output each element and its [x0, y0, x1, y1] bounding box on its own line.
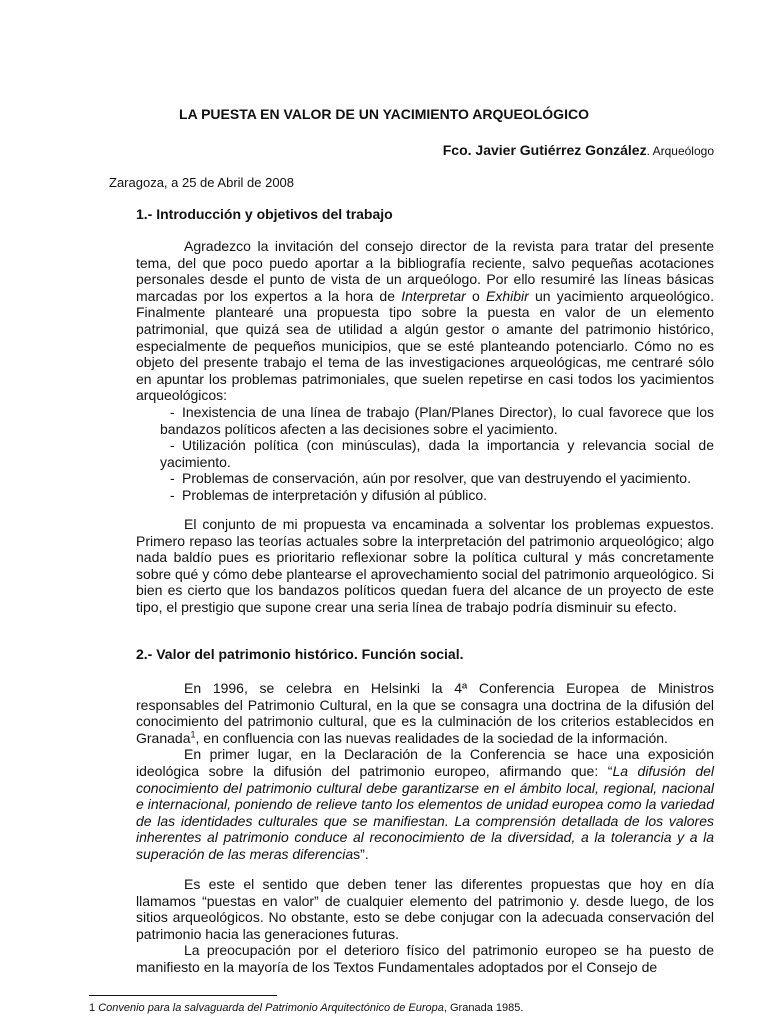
list-item: - Problemas de interpretación y difusión al público.	[170, 486, 488, 503]
author-name: Fco. Javier Gutiérrez González	[442, 142, 647, 158]
paragraph: En primer lugar, en la Declaración de la Conferencia se hace una exposición ideológica sobre la difusión del patrimonio europeo, afirmando que: “La difusión del conocimiento del patrimonio cultural debe garantizarse en el ámbito local, regional, nacional e internacional, poniendo de relieve tanto los elementos de unidad europea como la variedad de las identidades culturales que se manifiestan. La comprensión detallada de los valores inherentes al patrimonio conduce al reconocimiento de la diversidad, a la tolerancia y a la superación de las meras diferencias”.	[136, 746, 714, 862]
list-item: - Problemas de conservación, aún por resolver, que van destruyendo el yacimiento.	[170, 470, 691, 487]
list-item: - Utilización política (con minúsculas), dada la importancia y relevancia social de yacimiento.	[160, 437, 714, 470]
author-role: . Arqueólogo	[646, 144, 714, 158]
footnote-divider	[89, 995, 277, 996]
section-2-body-2	[136, 876, 714, 976]
author-line	[443, 142, 714, 158]
section-2-body	[136, 680, 714, 863]
paragraph: La preocupación por el deterioro físico del patrimonio europeo se ha puesto de manifiesto en la mayoría de los Textos Fundamentales adoptados por el Consejo de	[136, 942, 714, 975]
problems-list	[136, 404, 714, 504]
footnote-ref: 1	[190, 729, 196, 740]
list-item: - Inexistencia de una línea de trabajo (Plan/Planes Director), lo cual favorece que los bandazos políticos afecten a las decisiones sobre el yacimiento.	[160, 403, 714, 437]
section-1-body-2	[136, 516, 714, 616]
paragraph: En 1996, se celebra en Helsinki la 4ª Conferencia Europea de Ministros responsables del Patrimonio Cultural, en la que se consagra una doctrina de la difusión del conocimiento del patrimonio cultural, que es la culminación de los criterios establecidos en Granada$^1$, en confluencia con las nuevas realidades de la sociedad de la información.	[136, 680, 714, 746]
document-title: LA PUESTA EN VALOR DE UN YACIMIENTO ARQUEOLÓGICO	[179, 106, 589, 122]
section-1-heading: 1.- Introducción y objetivos del trabajo	[136, 206, 393, 222]
paragraph: Es este el sentido que deben tener las diferentes propuestas que hoy en día llamamos “puestas en valor” de cualquier elemento del patrimonio y. desde luego, de los sitios arqueológicos. No obstante, esto se debe conjugar con la adecuada conservación del patrimonio hacia las generaciones futuras.	[136, 876, 714, 942]
section-2-heading: 2.- Valor del patrimonio histórico. Función social.	[136, 646, 464, 662]
section-1-body	[136, 238, 714, 504]
footnote: 1 Convenio para la salvaguarda del Patrimonio Arquitectónico de Europa, Granada 1985.	[89, 1002, 524, 1014]
paragraph: El conjunto de mi propuesta va encaminada a solventar los problemas expuestos. Primero repaso las teorías actuales sobre la interpretación del patrimonio arqueológico; algo nada baldío pues es prioritario reflexionar sobre la política cultural y más concretamente sobre qué y cómo debe plantearse el aprovechamiento social del patrimonio arqueológico. Si bien es cierto que los bandazos políticos quedan fuera del alcance de un proyecto de este tipo, el prestigio que supone crear una seria línea de trabajo podría disminuir su efecto.	[136, 516, 714, 615]
document-date: Zaragoza, a 25 de Abril de 2008	[109, 175, 295, 190]
paragraph: Agradezco la invitación del consejo director de la revista para tratar del presente tema, del que poco puedo aportar a la bibliografía reciente, salvo pequeñas acotaciones personales desde el punto de vista de un arqueólogo. Por ello resumiré las líneas básicas marcadas por los expertos a la hora de Interpretar o Exhibir un yacimiento arqueológico. Finalmente plantearé una propuesta tipo sobre la puesta en valor de un elemento patrimonial, que quizá sea de utilidad a algún gestor o amante del patrimonio histórico, especialmente de pequeños municipios, que se esté planteando potenciarlo. Cómo no es objeto del presente trabajo el tema de las investigaciones arqueológicas, me centraré sólo en apuntar los problemas patrimoniales, que suelen repetirse en casi todos los yacimientos arqueológicos:	[136, 238, 714, 404]
